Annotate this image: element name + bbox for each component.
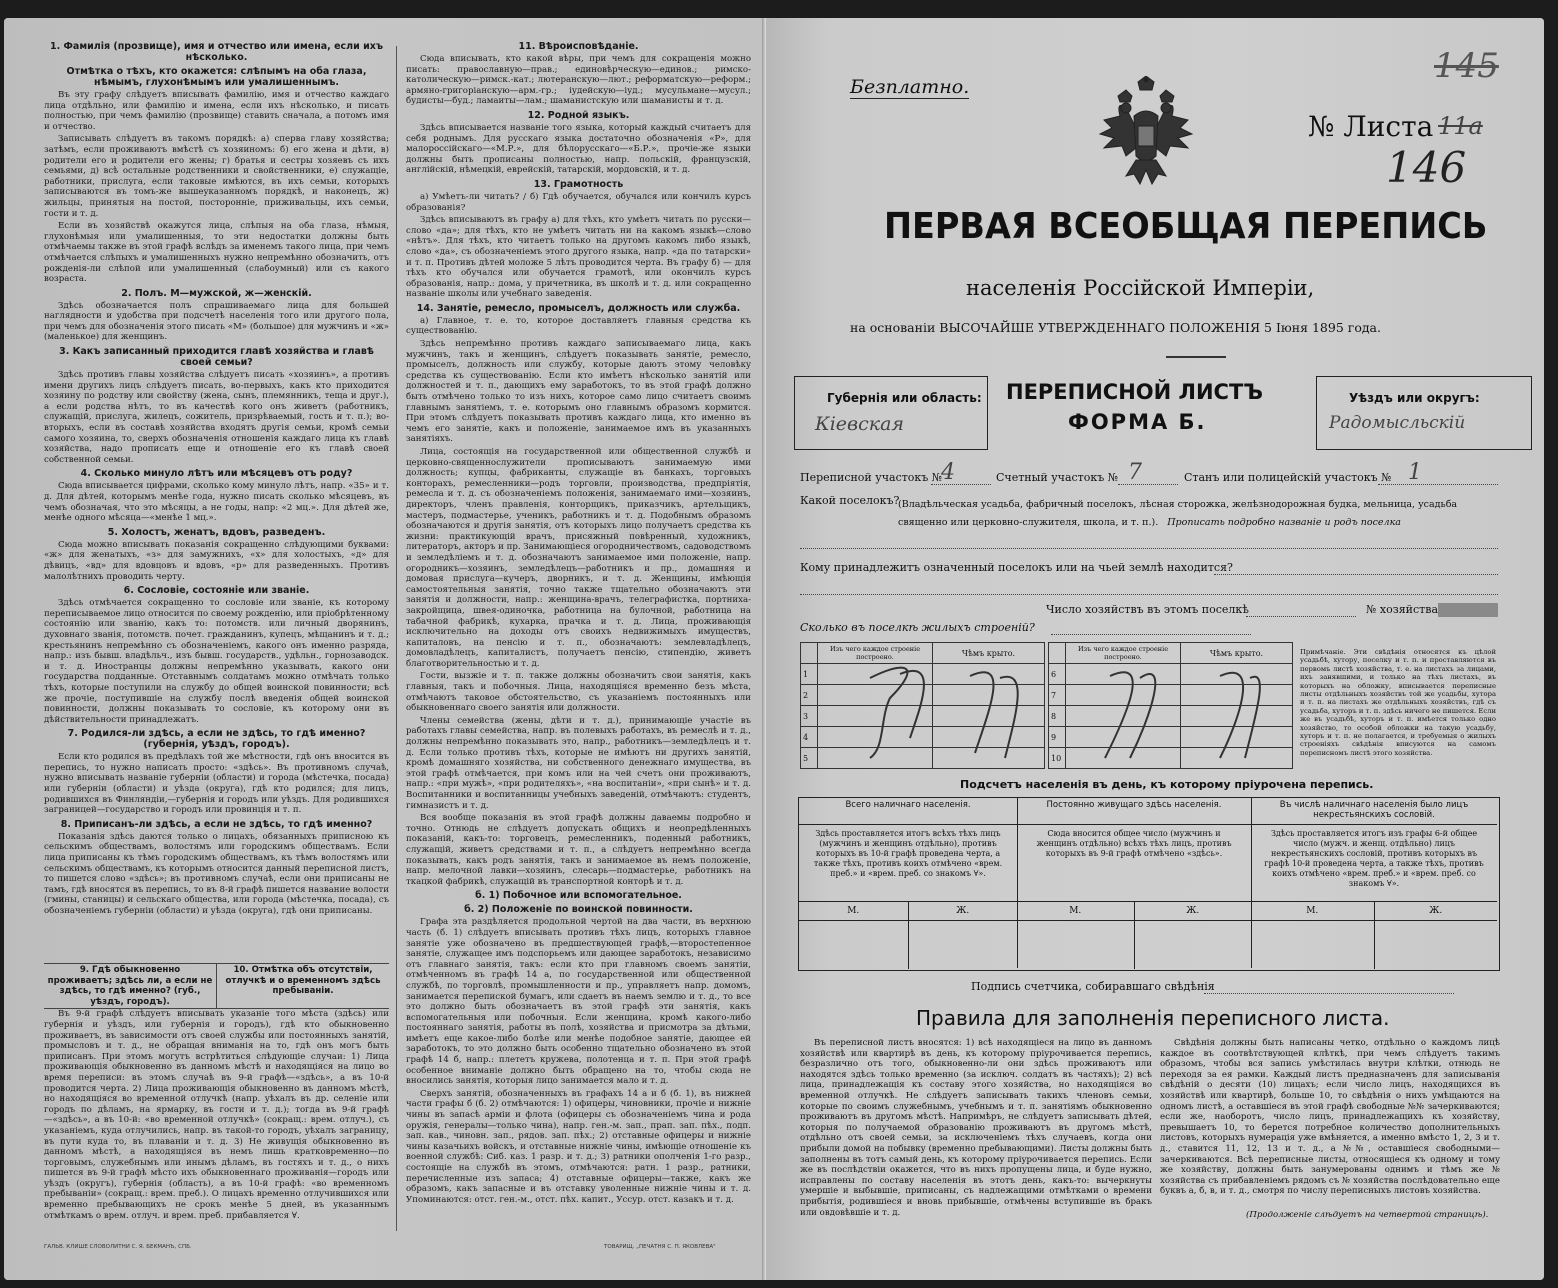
population-column xyxy=(799,798,1018,968)
instruction-paragraph: Въ эту графу слѣдуетъ вписывать фамилію, имя и отчество каждаго лица отдѣльно, или фамилію и имена, если ихъ нѣсколько, и писать полностью, при чемъ фамилію (прозвище) ставить сначала, а потомъ имя и отчество. xyxy=(44,90,389,132)
instruction-paragraph: Здѣсь непремѣнно противъ каждаго записываемаго лица, какъ мужчинъ, такъ и женщинъ, слѣдуетъ показывать занятіе, ремесло, промыселъ, должность или службу, которые даютъ этому человѣку средства къ существованію. Если кто имѣетъ нѣсколько занятій или должностей и т. п., дающихъ ему заработокъ, то въ этой графѣ должно быть отмѣчено только то изъ нихъ, которое само лицо считаетъ своимъ главнымъ занятіемъ, т. е. которымъ оно главнымъ образомъ кормится. При этомъ слѣдуетъ показывать противъ каждаго лица, кто именно въ чемъ его занятіе, какъ и положеніе, занимаемое имъ въ указанныхъ занятіяхъ. xyxy=(406,339,751,445)
instruction-paragraph: Вся вообще показанія въ этой графѣ должны даваемы подробно и точно. Отнюдь не слѣдуетъ допускать общихъ и неопредѣленныхъ показаній, какъ-то: торговецъ, ремесленникъ, поденный работникъ, служащій, живетъ средствами и т. п., а слѣдуетъ непремѣнно всегда показывать, какъ родъ занятія, такъ и занимаемое въ немъ положеніе, напр. мелочной лавки—хозяинъ, слесарь—подмастерье, работникъ на ткацкой фабрикѣ, служащій въ транспортной конторѣ и т. д. xyxy=(406,813,751,887)
question-9-heading: 9. Гдѣ обыкновенно проживаетъ; здѣсь ли, а если не здѣсь, то гдѣ именно? (губ., уѣздъ, городъ). xyxy=(44,964,217,1008)
building-row-number: 7 xyxy=(1049,685,1066,706)
instruction-heading: 13. Грамотность xyxy=(533,178,624,190)
owner-label: Кому принадлежитъ означенный поселокъ или на чьей землѣ находится? xyxy=(800,561,1233,574)
instruction-heading: 7. Родился-ли здѣсь, а если не здѣсь, то гдѣ именно? (губернія, уѣздъ, городъ). xyxy=(67,728,366,751)
population-column xyxy=(1017,798,1252,968)
female-count-cell[interactable] xyxy=(909,921,1018,969)
roof-header-right: Чѣмъ крыто. xyxy=(1181,643,1293,664)
population-column-title: Въ числѣ наличнаго населенія было лицъ некрестьянскихъ сословій. xyxy=(1251,798,1497,825)
printer-imprint-left: ГАЛЬВ. КЛИШЕ СЛОВОЛИТНИ С. Я. БЕКМАНЪ, СПБ. xyxy=(44,1244,192,1250)
signature-label: Подпись счетчика, собиравшаго свѣдѣнія xyxy=(971,980,1215,993)
census-district-label: Переписной участокъ № xyxy=(800,471,943,484)
census-sheet xyxy=(4,18,1544,1280)
female-label: Ж. xyxy=(1186,906,1200,916)
document-title: ПЕРВАЯ ВСЕОБЩАЯ ПЕРЕПИСЬ xyxy=(884,206,1488,247)
male-count-cell[interactable] xyxy=(1251,921,1375,969)
roof-header-left: Чѣмъ крыто. xyxy=(933,643,1045,664)
instruction-heading: 14. Занятіе, ремесло, промыселъ, должность или служба. xyxy=(416,302,741,314)
rules-left: Въ переписной листъ вносятся: 1) всѣ находящіеся на лицо въ данномъ хозяйствѣ или квартирѣ въ день, къ которому пріурочивается перепись, безразлично отъ того, обыкновенно-ли они здѣсь проживаютъ или находятся здѣсь только временно (за исключ. солдатъ въ частяхъ); 2) всѣ лица, принадлежащія къ составу этого хозяйства, но находящіяся во временной отлучкѣ. Не слѣдуетъ записывать такихъ членовъ семьи, которые по своимъ служебнымъ, учебнымъ и т. п. занятіямъ обыкновенно проживаютъ въ другомъ мѣстѣ. Напримѣръ, не слѣдуетъ записывать дѣтей, которыя по получаемой образованію проживаютъ въ другомъ мѣстѣ, отдѣльно отъ своей семьи, за исключеніемъ тѣхъ случаевъ, когда они прибыли домой на побывку (временно пребывающими). Листы должны быть заполнены въ тотъ самый день, къ которому пріурочивается перепись. Если же въ послѣдствіи окажется, что въ нихъ пропущены лица, и буде нужно, исправлены по составу населенія въ этотъ день, какъ-то: вычеркнуты умершіе и выбывшіе, приписаны, съ надлежащими отмѣтками о времени прибытія, родившіеся и вновь прибывшіе, отмѣчены вступившіе въ бракъ или овдовѣвшіе и т. д. xyxy=(800,1038,1152,1218)
households-line xyxy=(1246,616,1356,617)
settlement-hint xyxy=(898,496,1498,532)
building-row-number: 10 xyxy=(1049,748,1066,769)
material-header-left: Изъ чего каждое строеніе построено. xyxy=(818,643,933,664)
instruction-paragraph: Здѣсь противъ главы хозяйства слѣдуетъ писать «хозяинъ», а противъ имени другихъ лицъ слѣдуетъ писать, во-первыхъ, какъ кто приходится хозяину по родству или свойству (жена, сынъ, племянникъ, теща и друг.), а если родства нѣтъ, то въ качествѣ кого онъ живетъ (работникъ, служащій, прислуга, жилецъ, сожитель, призрѣваемый, гость и т. п.); во-вторыхъ, если въ составѣ хозяйства входятъ другія семьи, кромѣ семьи самого хозяина, то, сверхъ обозначенія отношенія каждаго лица къ главѣ хозяйства, надо прописать еще и отношеніе его къ главѣ своей собственной семьи. xyxy=(44,370,389,465)
free-label: Безплатно. xyxy=(850,76,970,98)
population-column-title: Постоянно живущаго здѣсь населенія. xyxy=(1017,798,1251,825)
household-no-label: № хозяйства xyxy=(1366,603,1438,616)
count-district-line xyxy=(1118,484,1178,485)
instruction-heading: 2. Полъ. М—мужской, ж—женскій. xyxy=(121,287,312,299)
instruction-paragraph: Члены семейства (жены, дѣти и т. д.), принимающіе участіе въ работахъ главы семейства, напр. въ полевыхъ работахъ, въ ремеслѣ и т. д., должны непремѣнно показывать это, напр., работникъ—земледѣлецъ и т. д. Если только противъ тѣхъ, которые не имѣютъ ни другихъ занятій, кромѣ домашняго хозяйства, ни собственного денежнаго имущества, въ этой графѣ отмѣчается, при комъ или на чей счетъ они проживаютъ, напр.: «при мужѣ», «при родителяхъ», «на воспитаніи», «при сынѣ» и т. д. Воспитанники и воспитанницы учебныхъ заведеній, отмѣчаютъ: студентъ, гимназистъ и т. д. xyxy=(406,715,751,811)
instruction-paragraph: а) Главное, т. е. то, которое доставляетъ главныя средства къ существованію. xyxy=(406,315,751,337)
question-9-10-text: Въ 9-й графѣ слѣдуетъ вписывать указаніе того мѣста (здѣсь) или губернія и уѣздъ, или губернія и городъ), гдѣ кто обыкновенно проживаетъ, въ зависимости отъ своей службы или постоянныхъ занятій, промысловъ и т. д., не обращая вниманія на то, гдѣ онъ могъ быть приписанъ. При этомъ могутъ встрѣтиться слѣдующіе случаи: 1) Лица проживающія обыкновенно въ данномъ мѣстѣ и находящіяся на лицо во время переписи: въ этомъ случаѣ въ 9-й графѣ—«здѣсь», а въ 10-й проводится черта. 2) Лица проживающія обыкновенно въ данномъ мѣстѣ, но находящіяся во временной отлучкѣ (напр. уѣхалъ въ др. селеніе или городъ по дѣламъ, на ярмарку, въ гости и т. д.); тогда въ 9-й графѣ—«здѣсь», а въ 10-й: «во временной отлучкѣ» (сокращ.: врем. отлуч.), съ указаніемъ, куда отлучились, напр. въ такой-то городъ, уѣхалъ заграницу, въ пути куда то, въ плаваніи и т. д. 3) Не живущія обыкновенно въ данномъ мѣстѣ, а находящіяся въ немъ лишь кратковременно—по торговымъ, служебнымъ или инымъ дѣламъ, въ гостяхъ и т. д., о нихъ пишется въ 9-й графѣ мѣсто ихъ обыкновеннаго проживанія—городъ или уѣздъ (округъ), губернія (область), а въ 10-й графѣ: «во временномъ пребываніи» (сокращ.: врем. преб.). О лицахъ временно отлучившихся или временно пребывающихъ не срокъ менѣе 5 дней, въ указаннымъ отмѣткамъ о врем. отлуч. и врем. преб. прибавляется ∀. xyxy=(44,1009,389,1221)
building-row-number: 2 xyxy=(801,685,818,706)
instruction-paragraph: Гости, вызжіе и т. п. также должны обозначить свои занятія, какъ главныя, такъ и побочныя. Лица, находящіяся временно безъ мѣста, отмѣчаютъ таковое обстоятельство, съ указаніемъ постоянныхъ или обыкновеннаго своего занятія или должности. xyxy=(406,671,751,714)
instruction-paragraph: Здѣсь отмѣчается сокращенно то сословіе или званіе, къ которому переписываемое лицо относится по своему рожденію, или пріобрѣтенному состоянію или званію, какъ то: потомств. или личный дворянинъ, духовнаго званія, потомств. почет. гражданинъ, купецъ, мѣщанинъ и т. д.; крестьянинъ непремѣнно съ обозначеніемъ, какого онъ именно разряда, напр.: изъ бывш. владѣльч., изъ бывш. государств., удѣльн., горнозаводск. и т. д. Иностранцы должны непремѣнно указывать, какого они государства подданные. Отставнымъ солдатамъ можно отмѣчать только тѣхъ, которые поступили на службу до общей воинской повинности; всѣ же прочіе, поступившіе на службу послѣ введенія общей воинской повинности, должны показывать то сословіе, къ которому они въ дѣйствительности принадлежатъ. xyxy=(44,598,389,725)
instruction-heading: 6. Сословіе, состояніе или званіе. xyxy=(123,585,310,597)
instruction-paragraph: Здѣсь вписываютъ въ графу а) для тѣхъ, кто умѣетъ читать по русски—слово «да»; для тѣхъ, кто не умѣетъ читать ни на какомъ языкѣ—слово «нѣтъ». Для тѣхъ, кто читаетъ только на другомъ какомъ либо языкѣ, слово «да», съ обозначеніемъ этого другого языка, напр. «да по татарски» и т. п. Противъ дѣтей моложе 5 лѣтъ проводится черта. Въ графу б) — для тѣхъ кто обучался или обучается грамотѣ, или окончилъ курсъ образованія, напр.: дома, у причетника, въ школѣ и т. д. или сокращенно названіе школы или учебнаго заведенія. xyxy=(406,215,751,300)
female-label: Ж. xyxy=(956,906,970,916)
owner-line-2 xyxy=(800,594,1498,595)
printer-imprint-right: ТОВАРИЩ. „ПЕЧАТНЯ С. П. ЯКОВЛЕВА" xyxy=(604,1244,716,1250)
male-count-cell[interactable] xyxy=(1017,921,1135,969)
rules-right: Свѣдѣнія должны быть написаны четко, отдѣльно о каждомъ лицѣ каждое въ соотвѣтствующей клѣткѣ, при чемъ слѣдуетъ такимъ образомъ, чтобы вся запись умѣстилась внутри клѣтки, отнюдь не переходя за ея рамки. Каждый листъ предназначенъ для записыванія свѣдѣній о десяти (10) лицахъ; если число лицъ, находящихся въ хозяйствѣ или квартирѣ, больше 10, то свѣдѣнія о нихъ умѣщаются на одномъ листѣ, а оставшіеся въ этой графѣ свободные №№ зачеркиваются; если же, наоборотъ, число лицъ, принадлежащихъ къ хозяйству, превышаетъ 10, то берется потребное количество дополнительныхъ листовъ, которыхъ нумерація уже вмѣняется, а именно вмѣсто 1, 2, 3 и т. д., ставится 11, 12, 13 и т. д., а №№, оставшіеся свободными—зачеркиваются. Всѣ переписные листы, относящіеся къ одному и тому же хозяйству, должны быть занумерованы однимъ и тѣмъ же № хозяйства съ прибавленіемъ рядомъ съ № хозяйства послѣдовательно еще буквъ а, б, в, и т. д., смотря по числу переписныхъ листовъ хозяйства. xyxy=(1160,1038,1500,1197)
male-label: М. xyxy=(1017,902,1135,920)
question-10-heading: 10. Отмѣтка объ отсутствіи, отлучкѣ и о временномъ здѣсь пребываніи. xyxy=(225,965,381,997)
district-label: Уѣздъ или округъ: xyxy=(1349,391,1480,405)
instruction-heading: б. 1) Побочное или вспомогательное. xyxy=(475,890,682,902)
buildings-line xyxy=(1051,634,1251,635)
district-box xyxy=(1316,376,1532,450)
instructions-column-1-bottom xyxy=(44,963,389,1231)
instruction-heading: 1. Фамилія (прозвище), имя и отчество или имена, если ихъ нѣсколько. xyxy=(49,41,384,63)
settlement-instruction: Прописать подробно названіе и родъ поселка xyxy=(1167,517,1401,528)
building-row-number: 4 xyxy=(801,727,818,748)
instruction-heading: 5. Холостъ, женатъ, вдовъ, разведенъ. xyxy=(107,526,326,538)
signature-line xyxy=(1204,993,1454,994)
population-column xyxy=(1251,798,1497,968)
camp-value[interactable]: 1 xyxy=(1408,460,1422,485)
double-headed-eagle-emblem xyxy=(1096,76,1196,188)
census-district-line xyxy=(931,484,991,485)
instruction-paragraph: Сверхъ занятій, обозначенныхъ въ графахъ 14 а и б (б. 1), въ нижней части графы б (б. 2) отмѣчаются: 1) офицеры, чиновники, прочіе и нижніе чины въ запасѣ арміи и флота (офицеры съ обозначеніемъ чина и рода оружія, генералы—только чина), напр. ген.-м. зап., прап. зап. пѣх., подп. зап. кав., чиновн. зап., рядов. зап. пѣх.; 2) отставные офицеры и нижніе чины казачьихъ войскъ, и отставные нижніе чины, имѣющіе отношеніе къ военной службѣ: Сиб. каз. 1 разр. и т. д.; 3) ратники ополченія 1-го разр., состоящіе на службѣ въ этомъ, отмѣчаются: ратн. 1 разр., ратники, перечисленные изъ запаса; 4) отставные офицеры—также, какъ же образомъ, какъ запасные и въ отставку уволенные нижніе чины и т. д. Упоминаются: отст. ген.-м., отст. пѣх. капит., Уссур. отст. казакъ и т. д. xyxy=(406,1088,751,1205)
settlement-label: Какой поселокъ? xyxy=(800,494,900,507)
male-label: М. xyxy=(799,902,909,920)
instructions-column-2 xyxy=(406,38,751,1231)
male-count-cell[interactable] xyxy=(799,921,909,969)
instruction-paragraph: Если въ хозяйствѣ окажутся лица, слѣпыя на оба глаза, нѣмыя, глухонѣмыя или умалишенныя, то эти недостатки должны быть отмѣчаемы также въ этой графѣ вслѣдъ за именемъ такого лица, при чемъ отмѣчается слѣпыхъ и умалишенныхъ нужно непремѣнно обозначить, отъ рожденія-ли слѣпой или умалишенный (слабоумный) или съ какого возраста. xyxy=(44,221,389,285)
column-divider xyxy=(396,46,397,1231)
population-column-title: Всего наличнаго населенія. xyxy=(799,798,1017,825)
households-label: Число хозяйствъ въ этомъ поселкѣ xyxy=(1046,603,1249,616)
female-count-cell[interactable] xyxy=(1135,921,1252,969)
building-row-number: 6 xyxy=(1049,664,1066,685)
population-column-text: Сюда вносится общее число (мужчинъ и женщинъ отдѣльно) всѣхъ тѣхъ лицъ, противъ которыхъ въ 9-й графѣ отмѣчено «здѣсь». xyxy=(1036,829,1232,858)
instruction-heading: б. 2) Положеніе по воинской повинности. xyxy=(464,904,693,916)
camp-label: Станъ или полицейскій участокъ № xyxy=(1184,471,1392,484)
instruction-paragraph: Показанія здѣсь даются только о лицахъ, обязанныхъ приписною къ сельскимъ обществамъ, волостямъ или городскимъ обществамъ. Если лица приписаны къ тѣмъ городскимъ обществамъ, къ тѣмъ волостямъ или сельскимъ обществамъ, къ которымъ относится данный переписной листъ, то пишется слово «здѣсь»; въ противномъ случаѣ, если они приписаны не тамъ, гдѣ вносятся въ перепись, то въ 8-й графѣ пишется название волости (гмины, станицы) и сельскаго общества, или города (мѣстечка, посада), съ обозначеніемъ губерніи (области) и уѣзда (округа), гдѣ они приписаны. xyxy=(44,831,389,916)
settlement-hint-text: (Владѣльческая усадьба, фабричный поселокъ, лѣсная сторожка, желѣзнодорожная будка, мельница, усадьба священно или церковно-служителя, школа, и т. п.). xyxy=(898,499,1458,528)
sheet-number-value: 11а xyxy=(1438,112,1483,140)
instruction-heading: 4. Сколько минуло лѣтъ или мѣсяцевъ отъ роду? xyxy=(80,468,353,480)
instruction-paragraph: Если кто родился въ предѣлахъ той же мѣстности, гдѣ онъ вносится въ перепись, то нужно написать просто: «здѣсь». Въ противномъ случаѣ, нужно вписывать названіе губерніи (области) и города (мѣстечка, посада) или губерніи (области) и уѣзда (округа), гдѣ кто родился; для лицъ, родившихся въ Финляндіи,—губернія и городъ или уѣздъ. Для родившихся заграницей—государство и городъ или провинція и т. п. xyxy=(44,752,389,816)
census-district-value[interactable]: 4 xyxy=(941,460,955,485)
camp-line xyxy=(1378,484,1498,485)
building-row-number: 8 xyxy=(1049,706,1066,727)
instruction-paragraph: Здѣсь вписывается названіе того языка, который каждый считаетъ для себя роднымъ. Для русскаго языка достаточно обозначенія «Р», для малороссійскаго—«М.Р.», для бѣлорусскаго—«Б.Р.», прочіе-же языки должны быть прописаны полностью, напр. польскій, французскій, англійскій, нѣмецкій, еврейскій, татарскій, мордовскій, и т. д. xyxy=(406,122,751,176)
population-column-text: Здѣсь проставляется итогъ изъ графы 6-й общее число (мужч. и женщ. отдѣльно) лицъ некрестьянскихъ сословій, противъ которыхъ въ графѣ 10-й проведена черта, а также тѣхъ, противъ коихъ отмѣчено «врем. преб.» и «врем. преб. со знакомъ ∀». xyxy=(1264,829,1484,888)
instructions-page xyxy=(4,18,766,1280)
instruction-paragraph: Записывать слѣдуетъ въ такомъ порядкѣ: а) сперва главу хозяйства; затѣмъ, если проживаютъ вмѣстѣ съ хозяиномъ: б) его жена и дѣти, в) родители его и родители его жены; г) братья и сестры хозяевъ съ ихъ семьями, д) всѣ остальные родственники и свойственники, е) служащіе, работники, прислуга, если таковые имѣются, въ ихъ семьи, которыхъ записываются въ томъ-же вышеуказанномъ порядкѣ, и наконецъ, ж) жильцы, принятыя на постой, посторонніе, приживальцы, ихъ семьи, гости и т. д. xyxy=(44,134,389,219)
archive-number-top: 145 xyxy=(1434,46,1499,86)
sheet-title: ПЕРЕПИСНОЙ ЛИСТЪ xyxy=(1006,380,1264,404)
buildings-label: Сколько въ поселкѣ жилыхъ строеній? xyxy=(800,621,1035,634)
count-district-label: Счетный участокъ № xyxy=(996,471,1119,484)
instruction-heading: Отмѣтка о тѣхъ, кто окажется: слѣпымъ на оба глаза, нѣмымъ, глухонѣмымъ или умалишеннымъ. xyxy=(66,66,367,88)
legal-basis: на основаніи ВЫСОЧАЙШЕ УТВЕРЖДЕННАГО ПОЛОЖЕНІЯ 5 Іюня 1895 года. xyxy=(850,320,1381,335)
district-value[interactable]: Радомысльскій xyxy=(1329,413,1466,433)
household-no-value-redacted xyxy=(1438,603,1498,617)
title-rule xyxy=(1166,356,1226,358)
male-label: М. xyxy=(1251,902,1375,920)
document-subtitle: населенія Россійской Имперіи, xyxy=(966,276,1315,300)
rules-heading: Правила для заполненія переписного листа. xyxy=(916,1006,1390,1030)
population-heading: Подсчетъ населенія въ день, къ которому пріурочена перепись. xyxy=(960,778,1374,791)
instruction-paragraph: Лица, состоящія на государственной или общественной службѣ и церковно-священнослужители прописываютъ занимаемую ими должность; купцы, фабриканты, служащіе въ банкахъ, торговыхъ конторахъ, ремесленники—родъ торговли, производства, предпріятія, ремесла и т. д. съ обозначеніемъ положенія, занимаемаго ими—хозяинъ, директоръ, членъ правленія, конторщикъ, приказчикъ, артельщикъ, мастеръ, подмастерье, ученикъ, работникъ и т. д. Подобнымъ образомъ обозначаются и другія занятія, отъ которыхъ лицо получаетъ средства къ жизни: практикующій врачъ, присяжный повѣренный, художникъ, литераторъ, акторъ и пр. Занимающіеся огородничествомъ, садоводствомъ и земледѣліемъ и т. д. обозначаютъ занимаемое ими положеніе, напр. огородникъ—хозяинъ, земледѣлецъ—работникъ и пр., домашняя и домовая прислуга—кучеръ, дворникъ, и т. д. Женщины, имѣющія самостоятельныя занятія, точно также тщательно обозначаютъ эти занятія и должности, напр.: женщина-врачъ, телеграфистка, портниха-закройщица, швея-одиночка, работница на булочной, работница на табачной фабрикѣ, кухарка, прачка и т. д. Лица, проживающія исключительно на доходы отъ своихъ недвижимыхъ имуществъ, капиталовъ, на пенсію и т. п., обозначаютъ: землевладѣлецъ, домовладѣлецъ, капиталистъ, получаетъ пенсію, стипендію, живетъ благотворительностью и т. д. xyxy=(406,447,751,669)
population-table xyxy=(798,797,1500,971)
instruction-heading: 12. Родной языкъ. xyxy=(527,109,630,121)
instruction-paragraph: Здѣсь обозначается полъ спрашиваемаго лица для большей наглядности и удобства при подсчетѣ населенія того или другого пола, при чемъ для обозначенія этого писать «М» (большое) для мужчинъ и «ж» (маленькое) для женщинъ. xyxy=(44,300,389,343)
female-count-cell[interactable] xyxy=(1375,921,1498,969)
building-row-number: 1 xyxy=(801,664,818,685)
instruction-paragraph: Сюда можно вписывать показанія сокращенно слѣдующими буквами: «ж» для женатыхъ, «з» для замужнихъ, «х» для холостыхъ, «д» для дѣвицъ, «вд» для вдовцовъ и вдовъ, «р» для разведенныхъ. Противъ малолѣтнихъ проводить черту. xyxy=(44,539,389,582)
building-row-number: 3 xyxy=(801,706,818,727)
handwritten-strokes xyxy=(800,658,1294,768)
instruction-paragraph: Графа эта раздѣляется продольной чертой на два части, въ верхнюю часть (б. 1) слѣдуетъ вписывать противъ тѣхъ лицъ, которыхъ главное занятіе уже обозначено въ предшествующей графѣ,—второстепенное занятіе, служащее имъ подспорьемъ или дающее заработокъ, независимо отъ главнаго занятія, такъ: если кто при главномъ своемъ занятіи, отмѣченномъ въ графѣ 14 а, по государственной или общественной службѣ, по торговлѣ, промышленности и пр., управляетъ напр. домомъ, занимается перепиской бумагъ, или сдаетъ въ наемъ землю и т. д., то все это должно быть обозначаетъ въ этой графѣ эти занятія, какъ вспомогательныя или побочныя. Если женщина, кромѣ какого-либо постояннаго занятія, работы въ полѣ, хозяйства и присмотра за дѣтьми, имѣетъ еще какое-либо болѣе или менѣе подобное занятіе, дающее ей заработокъ, то это должно быть особенно тщательно обозначено въ этой графѣ 14 б, напр.: плететъ кружева, полотенца и т. п. При этой графѣ особенное вниманіе должно быть обращено на то, чтобы сюда не вносились занятія, которыя лицо занимается мало и т. д. xyxy=(406,917,751,1087)
form-page xyxy=(766,18,1544,1280)
instruction-paragraph: Сюда вписывать, кто какой вѣры, при чемъ для сокращенія можно писать: православную—прав.; единовѣрческую—единов.; римско-католическую—римск.-кат.; лютеранскую—лют.; реформатскую—реформ.; армяно-григоріанскую—арм.-гр.; іудейскую—іуд.; мусульмане—мусул.; будисты—буд.; ламаиты—лам.; шаманистскую или шаманисты и т. д. xyxy=(406,54,751,107)
instruction-paragraph: Сюда вписывается цифрами, сколько кому минуло лѣтъ, напр. «35» и т. д. Для дѣтей, которымъ менѣе года, нужно писать сколько мѣсяцевъ, въ чемъ обозначая, что это мѣсяцы, а не годы, напр: «2 мц.». Для дѣтей же, менѣе одного мѣсяца—«менѣе 1 мц.». xyxy=(44,481,389,524)
province-box xyxy=(794,376,988,450)
sheet-number-label: № Листа xyxy=(1308,110,1434,143)
instructions-column-1 xyxy=(44,38,389,963)
count-district-value[interactable]: 7 xyxy=(1128,460,1142,485)
building-row-number: 5 xyxy=(801,748,818,769)
form-name: ФОРМА Б. xyxy=(1068,410,1207,434)
instruction-heading: 8. Приписанъ-ли здѣсь, а если не здѣсь, то гдѣ именно? xyxy=(60,818,373,830)
settlement-line xyxy=(800,548,1498,549)
material-header-right: Изъ чего каждое строеніе построено. xyxy=(1066,643,1181,664)
instruction-heading: 3. Какъ записанный приходится главѣ хозяйства и главѣ своей семьи? xyxy=(59,346,374,369)
instruction-heading: 11. Вѣроисповѣданіе. xyxy=(518,41,639,52)
archive-number: 146 xyxy=(1386,143,1467,192)
province-value[interactable]: Кіевская xyxy=(815,413,904,435)
form-header xyxy=(794,376,1532,450)
continuation-note: (Продолженіе слѣдуетъ на четвертой страницѣ). xyxy=(1246,1210,1489,1220)
population-column-text: Здѣсь проставляется итогъ всѣхъ тѣхъ лицъ (мужчинъ и женщинъ отдѣльно), противъ которыхъ въ 10-й графѣ проведена черта, а также тѣхъ, противъ коихъ отмѣчено «врем. преб.» и «врем. преб. со знакомъ ∀». xyxy=(813,829,1003,878)
buildings-note: Примѣчаніе. Эти свѣдѣнія относятся къ цѣлой усадьбѣ, хутору, поселку и т. п. и проставляются въ первомъ листѣ хозяйства, т. е. на листахъ за лицами, ихъ занявшими, и только на тѣхъ листахъ, въ которыхъ на обложку, вписывается переписные листы отдѣльныхъ хозяйствъ той же усадьбы, хутора и т. п. на листахъ же отдѣльныхъ хозяйствъ, гдѣ съ усадьба, хуторъ и т. п. здѣсь ничего не пишется. Если же въ усадьбѣ, хуторъ и т. п. имѣется только одно хозяйство, то особой обложки на такую усадьбу, хуторъ и т. п. не полагается, и требуемыя о жилыхъ строеніяхъ свѣдѣнія вписуются на самомъ переписномъ листѣ этого хозяйства. xyxy=(1300,648,1496,757)
building-row-number: 9 xyxy=(1049,727,1066,748)
instruction-paragraph: а) Умѣетъ-ли читать? / б) Гдѣ обучается, обучался или кончилъ курсъ образованія? xyxy=(406,191,751,213)
owner-line xyxy=(1214,574,1498,575)
province-label: Губернія или область: xyxy=(827,391,982,405)
female-label: Ж. xyxy=(1429,906,1443,916)
